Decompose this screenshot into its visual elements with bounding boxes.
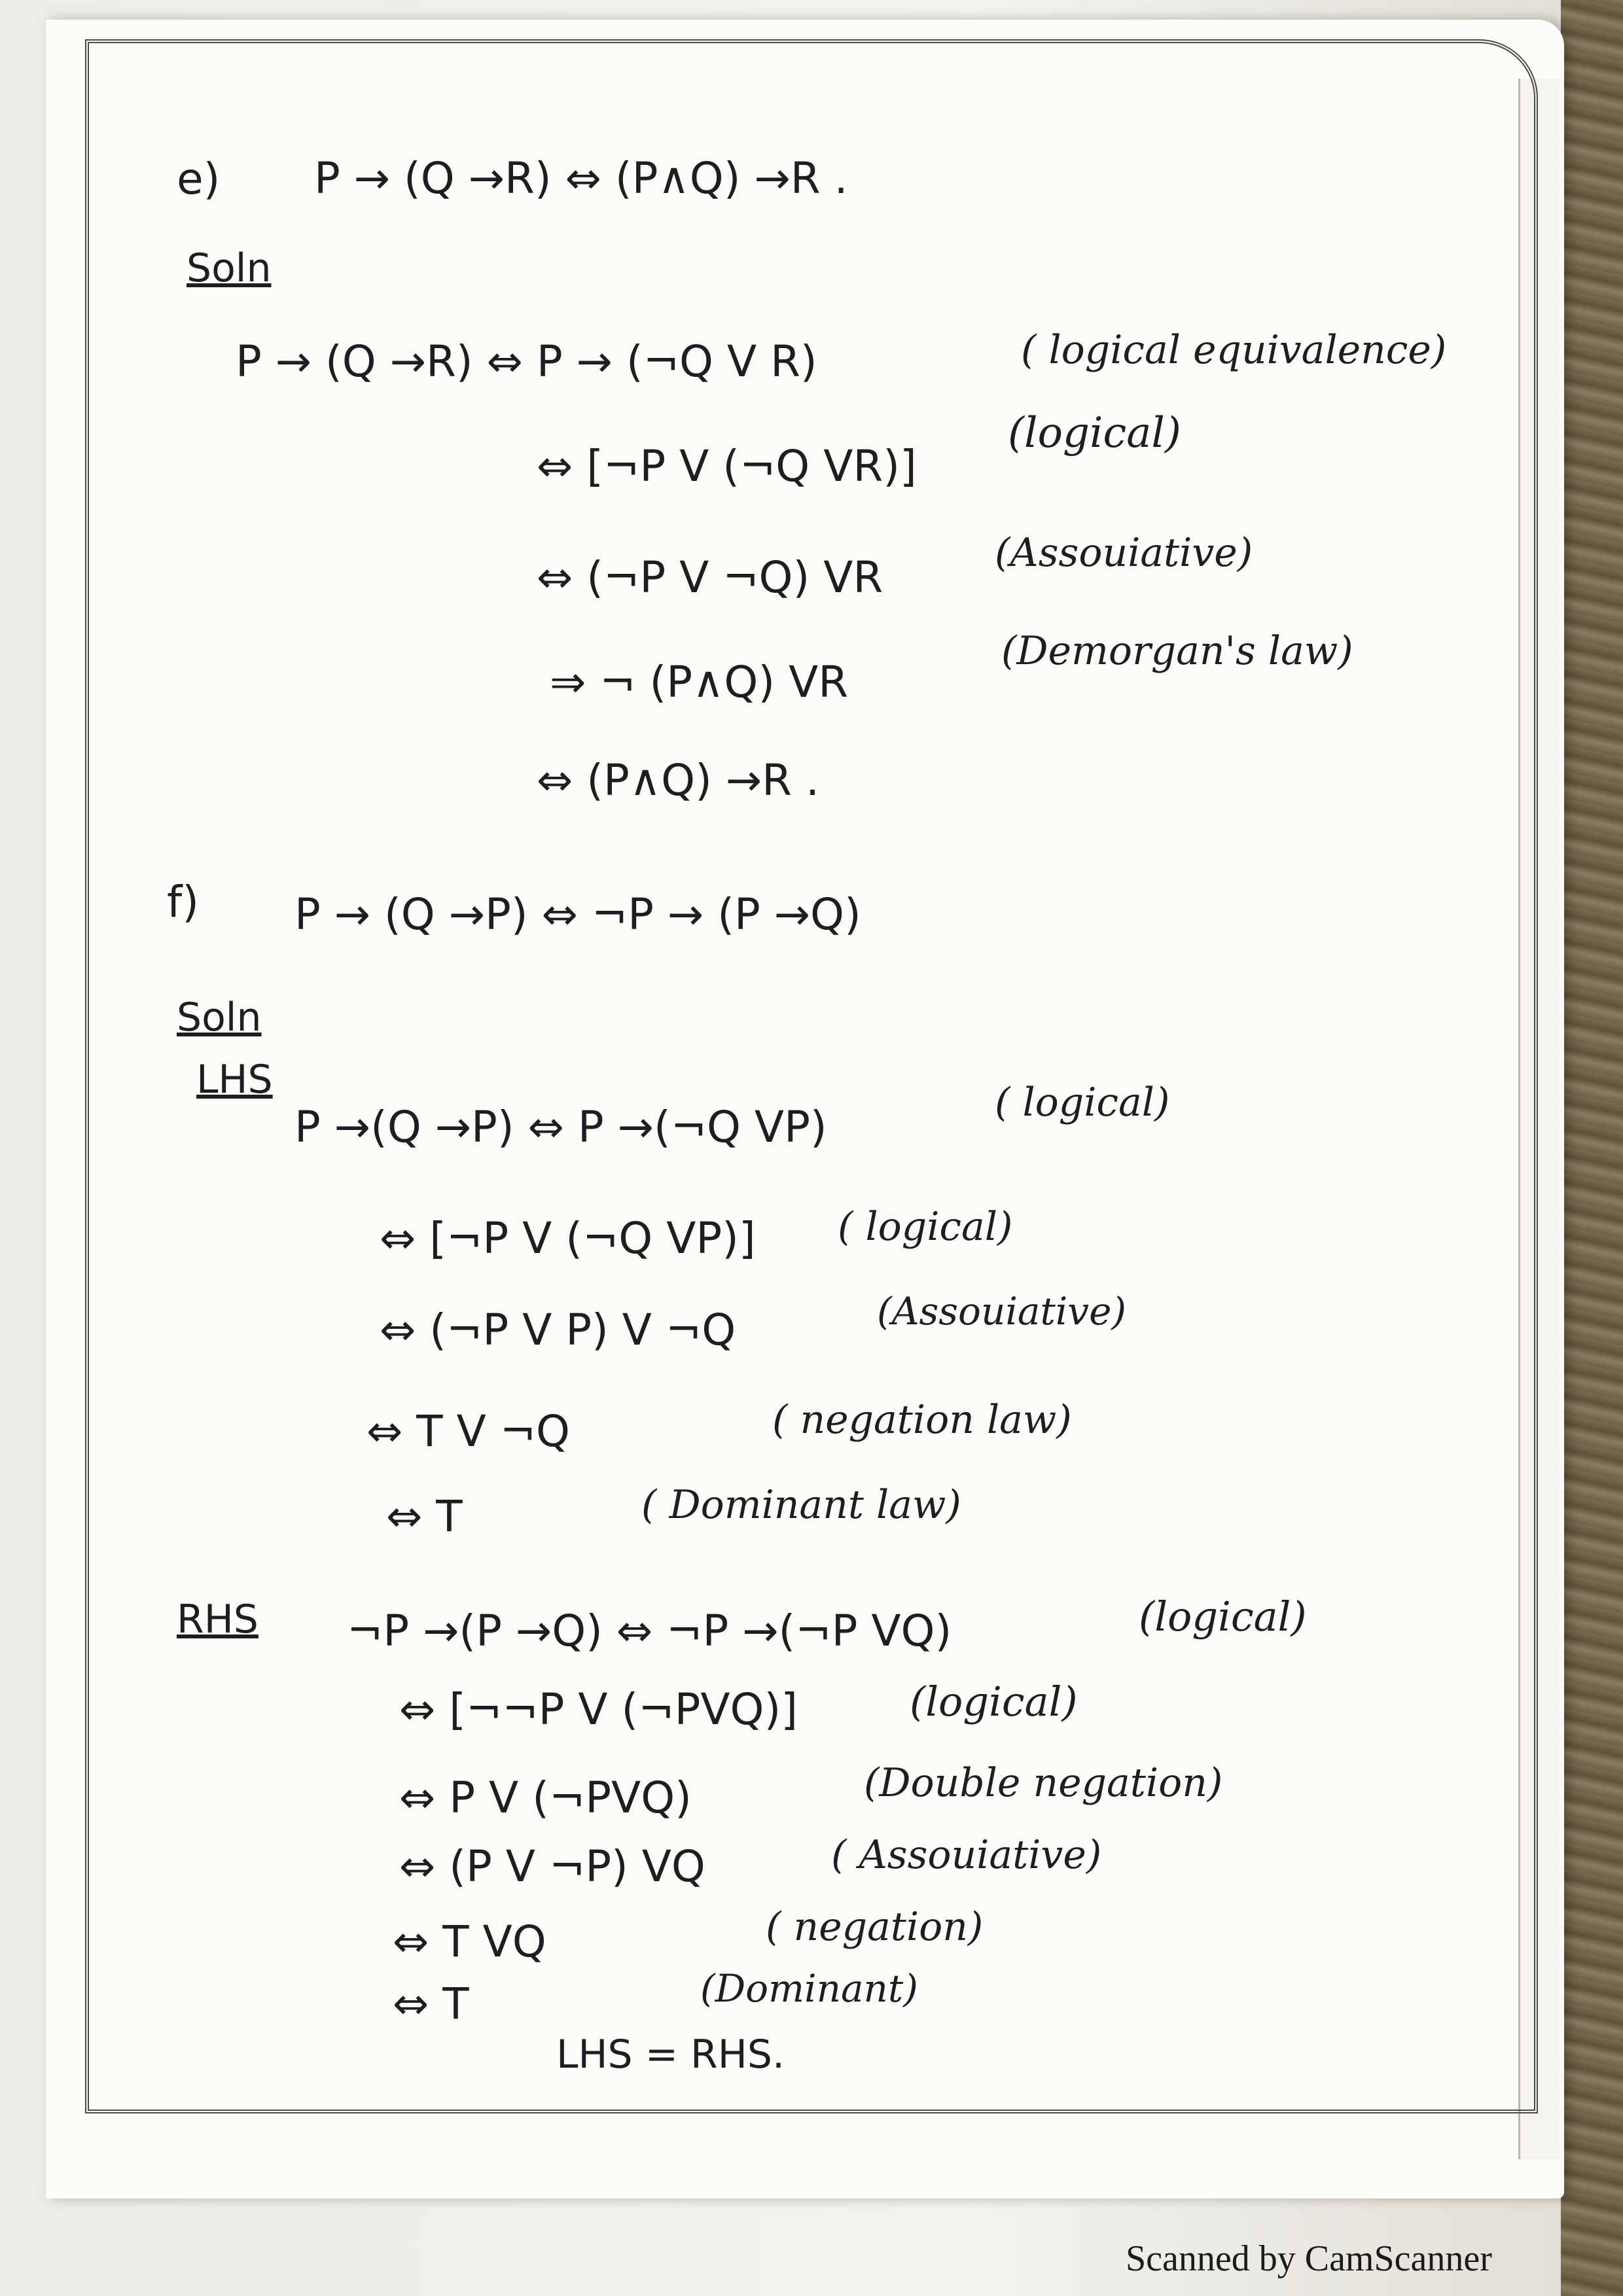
rhs-step-5: ⇔ T VQ (393, 1916, 546, 1967)
conclusion: LHS = RHS. (556, 2032, 785, 2077)
section-f-soln-label: Soln (177, 995, 262, 1040)
rhs-step-1: ¬P →(P →Q) ⇔ ¬P →(¬P VQ) (347, 1606, 952, 1656)
lhs-step-2-reason: ( logical) (838, 1204, 1013, 1250)
lhs-step-3: ⇔ (¬P V P) V ¬Q (380, 1305, 736, 1355)
section-e-step-3: ⇔ (¬P V ¬Q) VR (537, 552, 883, 603)
rhs-step-3: ⇔ P V (¬PVQ) (399, 1773, 692, 1823)
scanner-watermark: Scanned by CamScanner (1126, 2238, 1492, 2279)
rhs-step-6: ⇔ T (393, 1979, 469, 2029)
section-e-step-1: P → (Q →R) ⇔ P → (¬Q V R) (236, 336, 817, 387)
section-e-statement: P → (Q →R) ⇔ (P∧Q) →R . (314, 153, 848, 203)
rhs-step-1-reason: (logical) (1139, 1593, 1307, 1640)
rhs-step-4-reason: ( Assouiative) (831, 1832, 1102, 1878)
lhs-step-4: ⇔ T V ¬Q (366, 1406, 570, 1457)
rhs-step-3-reason: (Double negation) (864, 1760, 1223, 1806)
section-e-step-1-reason: ( logical equivalence) (1021, 327, 1447, 373)
section-e-step-5: ⇔ (P∧Q) →R . (537, 755, 819, 805)
rhs-step-4: ⇔ (P V ¬P) VQ (399, 1841, 705, 1892)
lhs-step-1: P →(Q →P) ⇔ P →(¬Q VP) (294, 1102, 827, 1152)
section-f-marker: f) (167, 877, 199, 927)
section-e-step-3-reason: (Assouiative) (995, 530, 1253, 576)
lhs-step-3-reason: (Assouiative) (877, 1289, 1127, 1333)
section-e-step-4-reason: (Demorgan's law) (1001, 628, 1353, 674)
section-e-step-4: ⇒ ¬ (P∧Q) VR (550, 657, 849, 707)
section-e-step-2-reason: (logical) (1008, 409, 1181, 457)
lhs-step-5-reason: ( Dominant law) (641, 1482, 961, 1528)
lhs-step-1-reason: ( logical) (995, 1080, 1170, 1125)
rhs-step-2-reason: (logical) (910, 1678, 1078, 1725)
section-e-marker: e) (177, 154, 221, 204)
wooden-desk-edge (1561, 0, 1623, 2296)
lhs-step-5: ⇔ T (386, 1491, 463, 1542)
section-f-statement: P → (Q →P) ⇔ ¬P → (P →Q) (294, 889, 861, 940)
rhs-label: RHS (177, 1597, 259, 1642)
lhs-label: LHS (196, 1057, 273, 1103)
rhs-step-6-reason: (Dominant) (700, 1966, 918, 2011)
section-e-soln-label: Soln (187, 245, 272, 291)
section-e-step-2: ⇔ [¬P V (¬Q VR)] (537, 441, 917, 491)
rhs-step-5-reason: ( negation) (766, 1904, 984, 1950)
rhs-step-2: ⇔ [¬¬P V (¬PVQ)] (399, 1684, 798, 1735)
lhs-step-2: ⇔ [¬P V (¬Q VP)] (380, 1213, 756, 1263)
lhs-step-4-reason: ( negation law) (772, 1397, 1072, 1443)
